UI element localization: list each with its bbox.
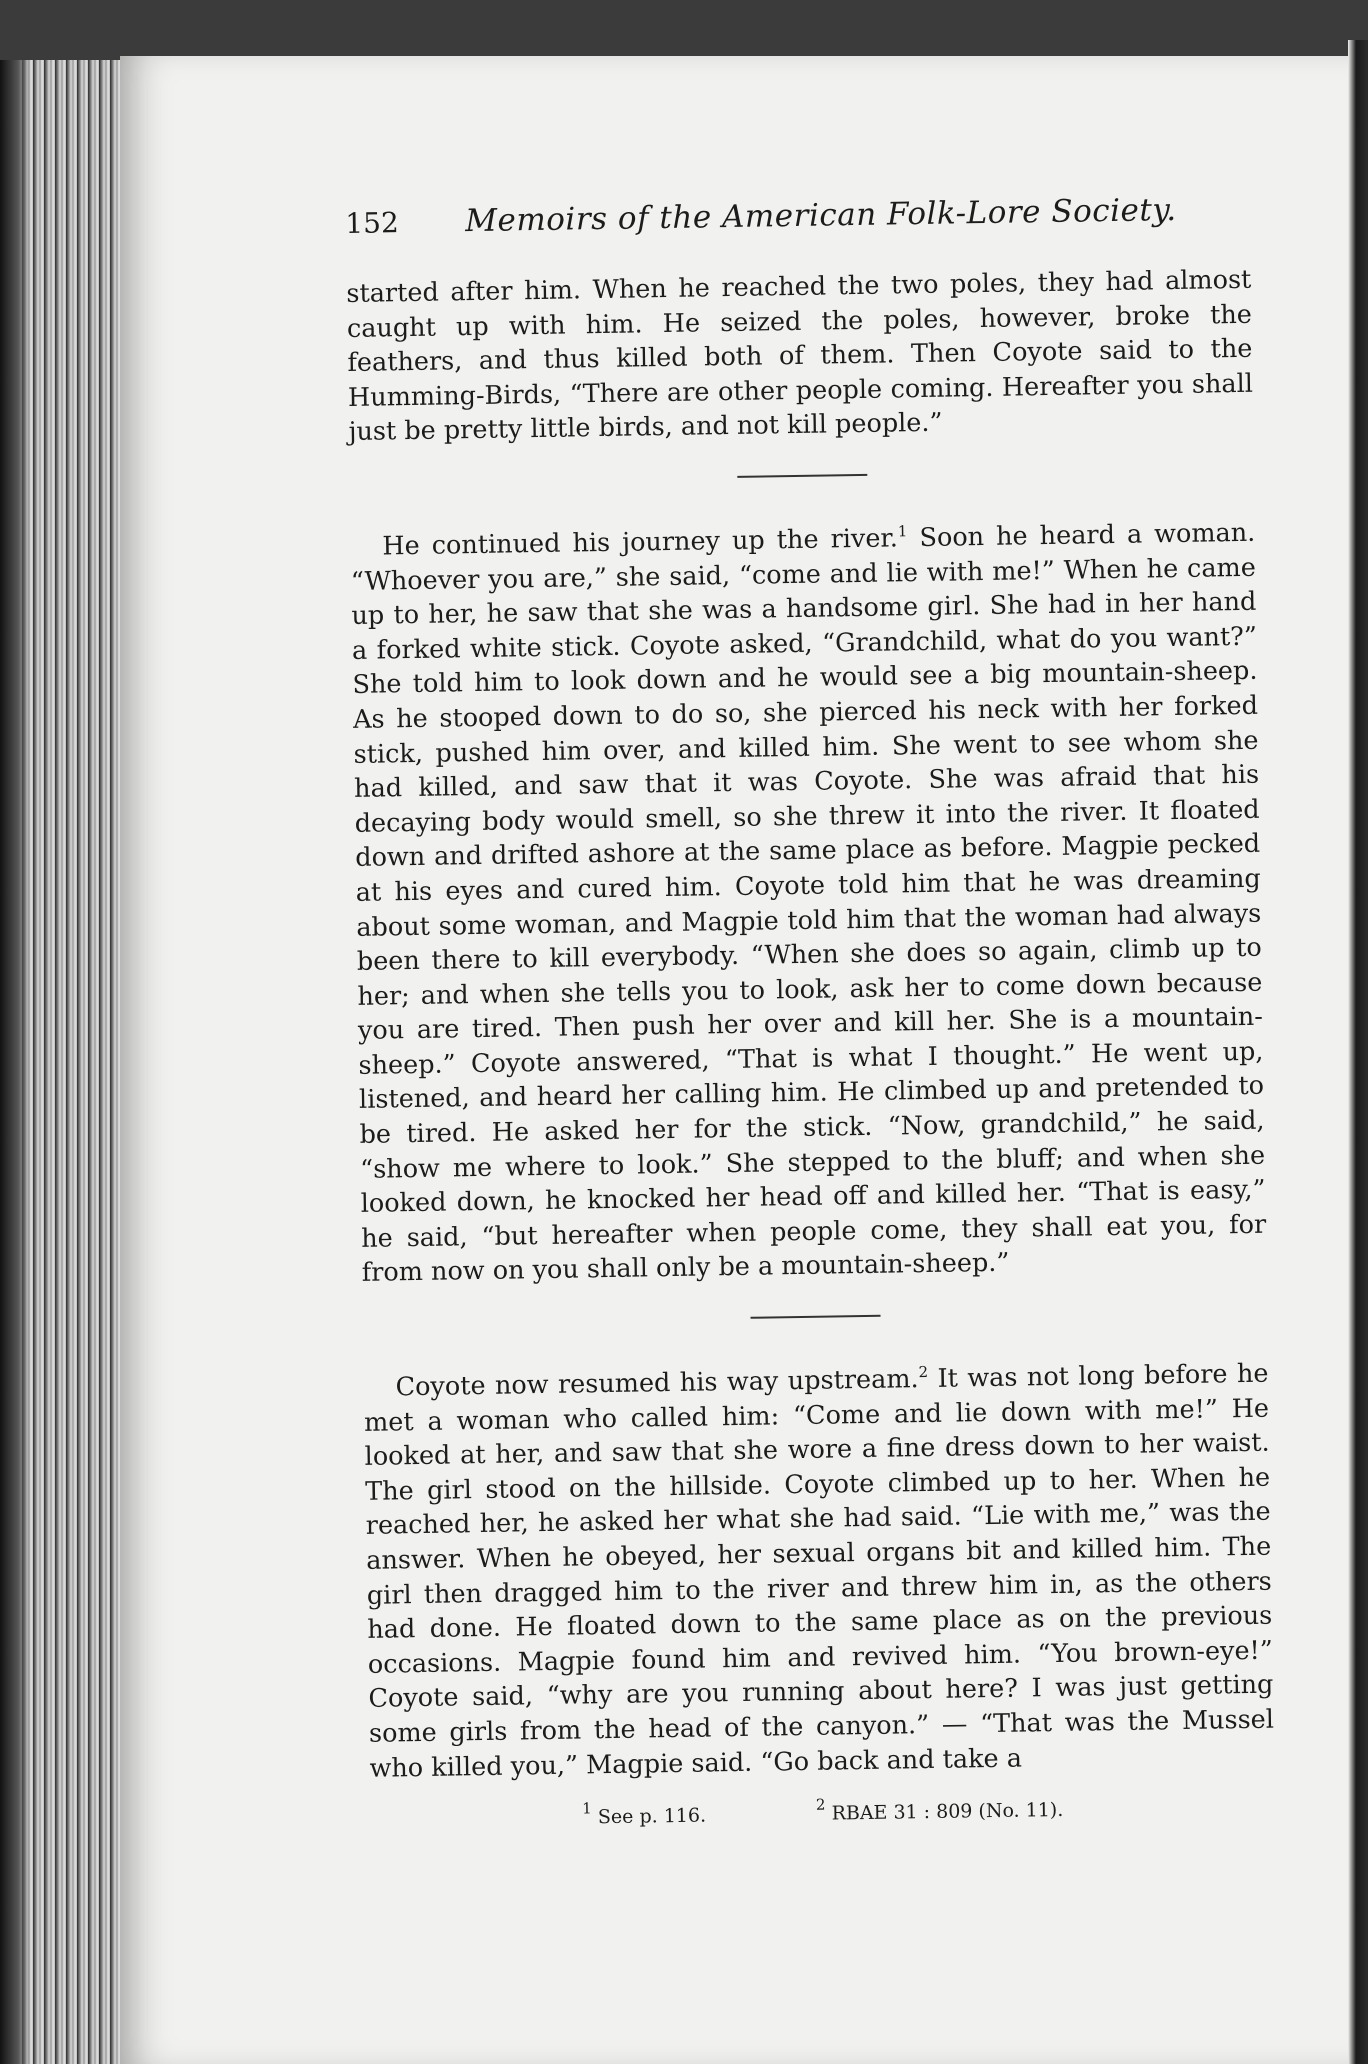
footnote-marker-2: 2 — [918, 1363, 929, 1382]
footnote-marker-1: 1 — [897, 522, 908, 541]
running-head-title: Memoirs of the American Folk-Lore Society. — [464, 191, 1177, 240]
footnote-2-text: RBAE 31 : 809 (No. 11). — [831, 1799, 1064, 1825]
footnote-2-marker: 2 — [815, 1795, 826, 1814]
footnote-2 — [815, 1795, 1064, 1825]
spine-shadow — [0, 60, 30, 2064]
section-divider-2 — [750, 1315, 880, 1319]
paragraph-3 — [363, 1357, 1274, 1786]
footnote-1-marker: 1 — [582, 1799, 592, 1818]
paragraph-2-text-start: He continued his journey up the river. — [382, 523, 899, 562]
paragraph-3-text-end: It was not long before he met a woman who called him: “Come and lie down with me!” He looked at her, and saw that she wore a fine dress down to her waist. The girl stood on the hillside. Coyote climbed up to her. When he reached her, he asked her what she had said. “Lie with me,” was the answer. When he obeyed, her sexual organs bit and killed him. The girl then dragged him to the river and threw him in, as the others had done. He floated down to the same place as on the previous occasions. Magpie found him and revived him. “You brown-eye!” Coyote said, “why are you running about here? I was just getting some girls from the head of the canyon.” — “That was the Mussel who killed you,” Magpie said. “Go back and take a — [363, 1358, 1275, 1784]
page-number: 152 — [345, 206, 399, 240]
paragraph-1: started after him. When he reached the two poles, they had almost caught up with him. He seized the poles, however, broke the feathers, and thus killed both of them. Then Coyote said to the Humming-Birds, “There are other people coming. Hereafter you shall just be pretty little birds, and not kill people.” — [346, 264, 1254, 448]
paragraph-2-text-end: Soon he heard a woman. “Whoever you are,” she said, “come and lie with me!” When he came up to her, he saw that she was a handsome girl. She had in her hand a forked white stick. Coyote asked, “Grandchild, what do you want?” She told him to look down and he would see a big mountain-sheep. As he stooped down to do so, she pierced his neck with her forked stick, pushed him over, and killed him. She went to see whom she had killed, and saw that it was Coyote. She was afraid that his decaying body would smell, so she threw it into the river. It floated down and drifted ashore at the same place as before. Magpie pecked at his eyes and cured him. Coyote told him that he was dreaming about some woman, and Magpie told him that the woman had always been there to kill everybody. “When she does so again, climb up to her; and when she tells you to look, ask her to come down because you are tired. Then push her over and kill her. She is a mountain-sheep.” Coyote answered, “That is what I thought.” He went up, listened, and heard her calling him. He climbed up and pretended to be tired. He asked her for the stick. “Now, grandchild,” he said, “show me where to look.” She stepped to the bluff; and when she looked down, he knocked her head off and killed her. “That is easy,” he said, “but hereafter when people come, they shall eat you, for from now on you shall only be a mountain-sheep.” — [350, 517, 1267, 1289]
footnote-1 — [582, 1799, 707, 1829]
paragraph-3-text-start: Coyote now resumed his way upstream. — [395, 1364, 919, 1403]
running-head — [345, 191, 1251, 265]
section-divider-1 — [737, 474, 867, 478]
paragraph-2 — [350, 516, 1267, 1291]
page-content — [345, 191, 1275, 1832]
footnote-1-text: See p. 116. — [597, 1804, 707, 1829]
page-right-edge — [1348, 40, 1368, 2064]
